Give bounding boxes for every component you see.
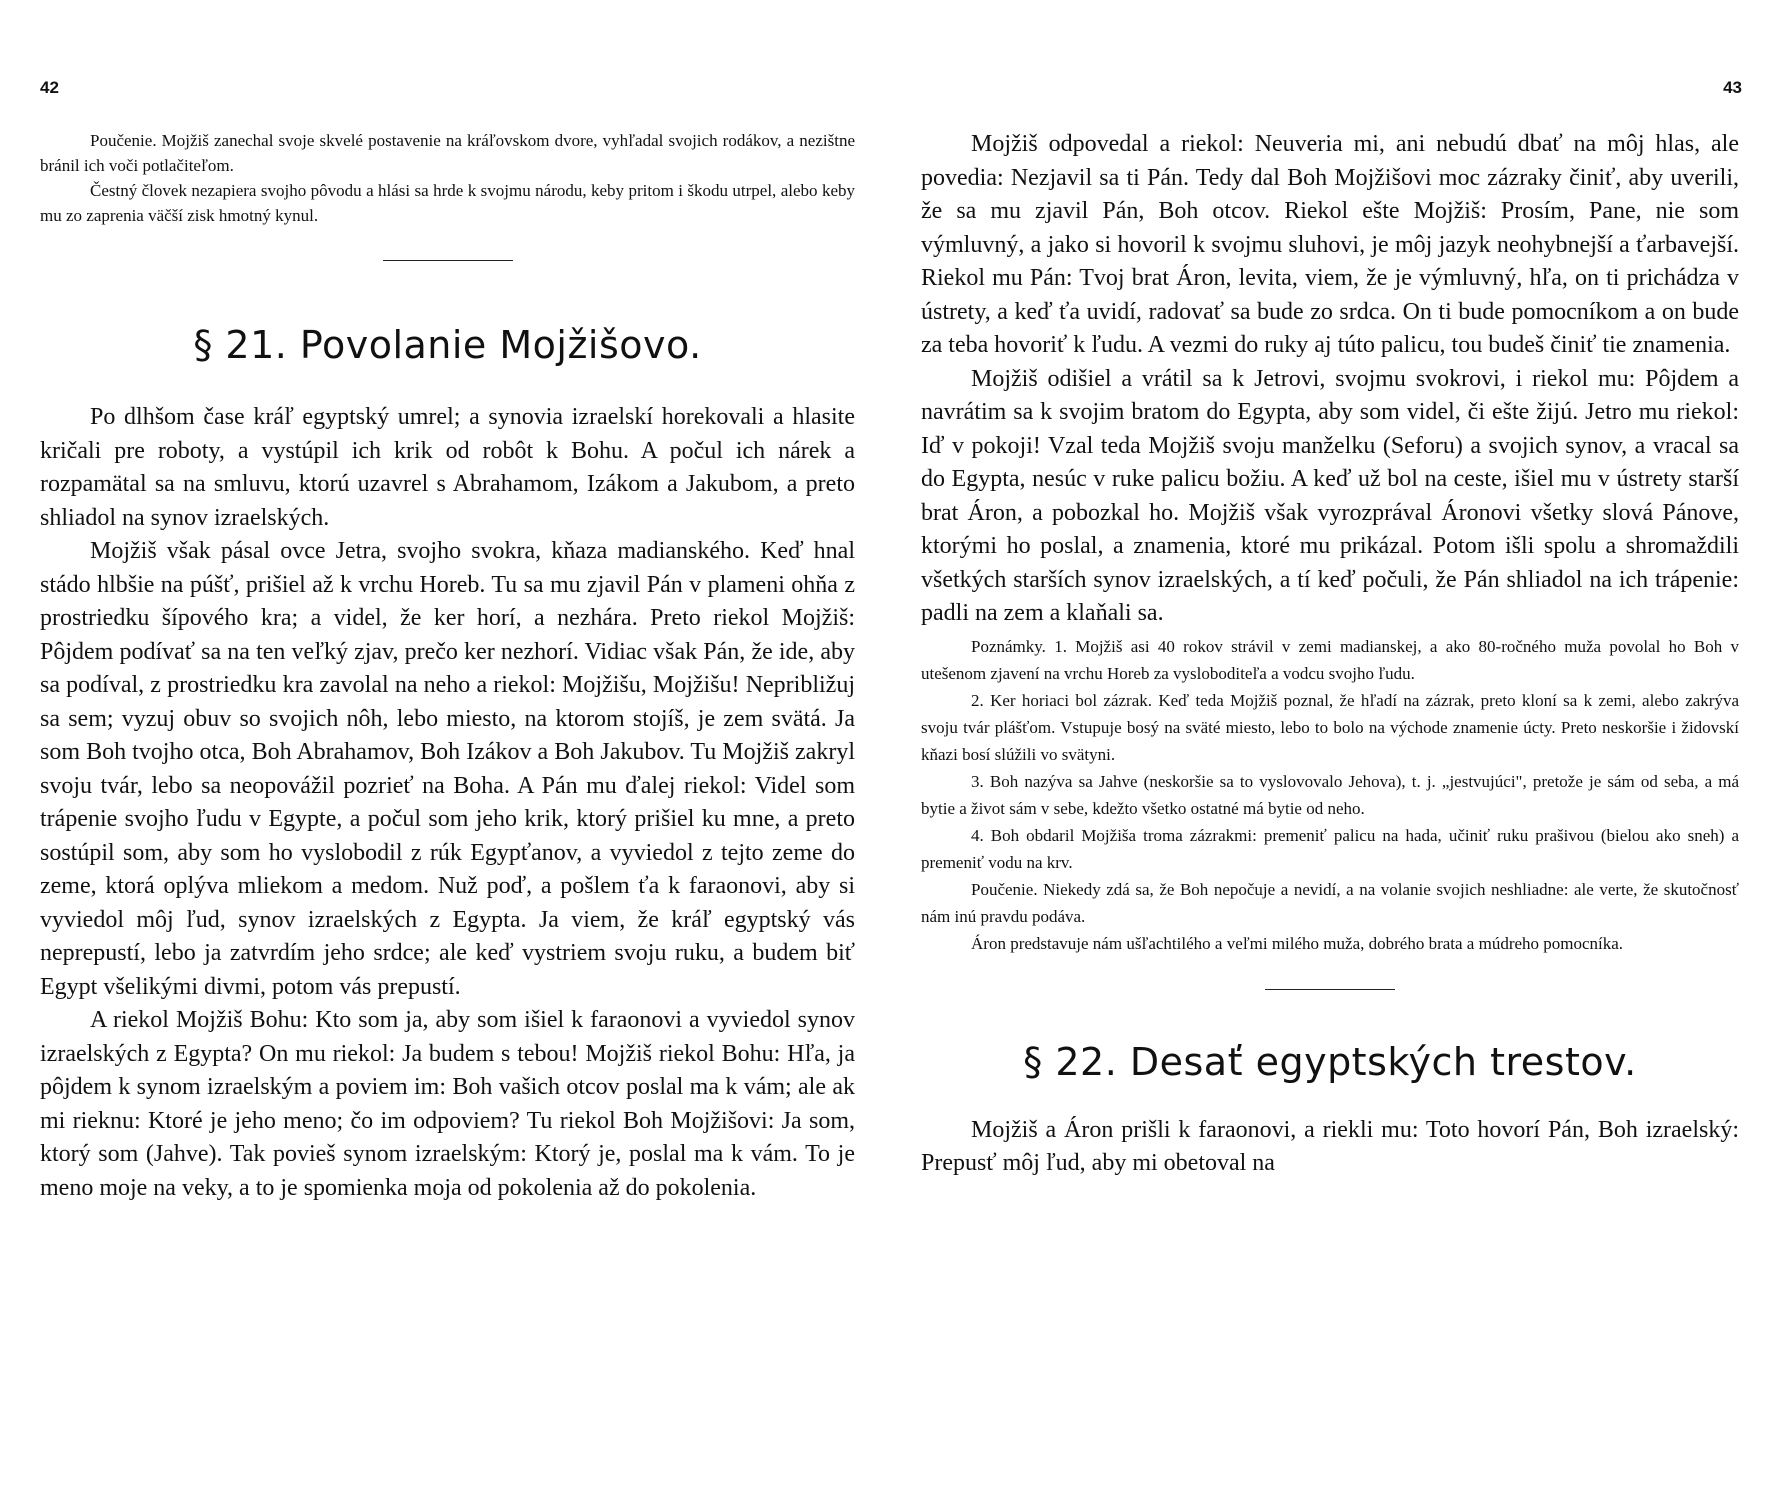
- section-title: § 22. Desať egyptských trestov.: [1023, 1039, 1637, 1084]
- paragraph: Mojžiš a Áron prišli k faraonovi, a riekli mu: Toto hovorí Pán, Boh izraelský: Prepusť môj ľud, aby mi obetoval na: [921, 1116, 1739, 1176]
- paragraph: A riekol Mojžiš Bohu: Kto som ja, aby som išiel k faraonovi a vyviedol synov izraelských z Egypta? On mu riekol: Ja budem s tebou! Mojžiš riekol Bohu: Hľa, ja pôjdem k synom izraelským a poviem im: Boh vašich otcov poslal ma k vám; ale ak mi rieknu: Ktoré je jeho meno; čo im odpoviem? Tu riekol Boh Mojžišovi: Ja som, ktorý som (Jahve). Tak povieš synom izraelským: Ktorý je, poslal ma k vám. To je meno moje na veky, a to je spomienka moja od pokolenia až do pokolenia.: [40, 1007, 855, 1201]
- body-text: [921, 1114, 1739, 1181]
- page-number: 42: [40, 78, 59, 97]
- paragraph: Mojžiš však pásal ovce Jetra, svojho svokra, kňaza madianského. Keď hnal stádo hlbšie na púšť, prišiel až k vrchu Horeb. Tu sa mu zjavil Pán v plameni ohňa z prostriedku šípového kra; a videl, že ker horí, a nezhára. Preto riekol Mojžiš: Pôjdem podívať sa na ten veľký zjav, prečo ker nezhorí. Vidiac však Pán, že ide, aby sa podíval, z prostriedku kra zavolal na neho a riekol: Mojžišu, Mojžišu! Nepribližuj sa sem; vyzuj obuv so svojich nôh, lebo miesto, na ktorom stojíš, je zem svätá. Ja som Boh tvojho otca, Boh Abrahamov, Boh Izákov a Boh Jakubov. Tu Mojžiš zakryl svoju tvár, lebo sa neopovážil pozrieť na Boha. A Pán mu ďalej riekol: Videl som trápenie svojho ľudu v Egypte, a počul som jeho krik, ktorý prišiel ku mne, a preto sostúpil som, aby som ho vyslobodil z rúk Egypťanov, a vyviedol z tejto zeme do zeme, ktorá oplýva mliekom a medom. Nuž poď, a pošlem ťa k faraonovi, aby si vyviedol môj ľud, synov izraelských z Egypta. Ja viem, že kráľ egyptský vás neprepustí, lebo ja zatvrdím jeho srdce; ale keď vystriem svoju ruku, a budem biť Egypt všelikými divmi, potom vás prepustí.: [40, 538, 855, 1000]
- paragraph: Po dlhšom čase kráľ egyptský umrel; a synovia izraelskí horekovali a hlasite kričali pre roboty, a vystúpil ich krik od robôt k Bohu. A počul ich nárek a rozpamätal sa na smluvu, ktorú uzavrel s Abrahamom, Izákom a Jakubom, a preto shliadol na synov izraelských.: [40, 404, 855, 531]
- page-number: 43: [1723, 78, 1742, 97]
- instruction-block: [40, 128, 855, 228]
- note: Poučenie. Niekedy zdá sa, že Boh nepočuje a nevidí, a na volanie svojich neshliadne: ale verte, že skutočnosť nám inú pravdu podáva.: [921, 879, 1739, 926]
- section-title: § 21. Povolanie Mojžišovo.: [193, 323, 702, 367]
- body-text: [921, 128, 1739, 631]
- right-page: [889, 0, 1778, 1500]
- instruction-paragraph: Čestný človek nezapiera svojho pôvodu a hlási sa hrde k svojmu národu, keby pritom i škodu utrpel, alebo keby mu zo zaprenia väčší zisk hmotný kynul.: [40, 181, 855, 225]
- body-text: [40, 401, 855, 1205]
- divider: [1265, 989, 1395, 990]
- paragraph: Mojžiš odišiel a vrátil sa k Jetrovi, svojmu svokrovi, i riekol mu: Pôjdem a navrátim sa k svojim bratom do Egypta, aby som videl, či ešte žijú. Jetro mu riekol: Iď v pokoji! Vzal teda Mojžiš svoju manželku (Seforu) a svojich synov, a vracal sa do Egypta, nesúc v ruke palicu božiu. A keď už bol na ceste, išiel mu v ústrety starší brat Áron, a pobozkal ho. Mojžiš však vyrozprával Áronovi všetky slová Pánove, ktorými ho poslal, a znamenia, ktoré mu prikázal. Potom išli spolu a shromaždili všetkých starších synov izraelských, a tí keď počuli, že Pán shliadol na ich trápenie: padli na zem a klaňali sa.: [921, 365, 1739, 626]
- divider: [383, 260, 513, 261]
- instruction-paragraph: Poučenie. Mojžiš zanechal svoje skvelé postavenie na kráľovskom dvore, vyhľadal svojich rodákov, a nezištne bránil ich voči potlačiteľom.: [40, 131, 855, 175]
- left-column: [40, 128, 855, 1205]
- notes-block: [921, 633, 1739, 957]
- note: Áron predstavuje nám ušľachtilého a veľmi milého muža, dobrého brata a múdreho pomocníka.: [971, 933, 1624, 953]
- note: 2. Ker horiaci bol zázrak. Keď teda Mojžiš poznal, že hľadí na zázrak, preto kloní sa k zemi, alebo zakrýva svoju tvár plášťom. Vstupuje bosý na sväté miesto, lebo to bolo na východe znamenie úcty. Preto neskoršie i židovskí kňazi bosí slúžili vo svätyni.: [921, 690, 1739, 764]
- note: Poznámky. 1. Mojžiš asi 40 rokov strávil v zemi madianskej, a ako 80-ročného muža povolal ho Boh v utešenom zjavení na vrchu Horeb za vysloboditeľa a vodcu svojho ľudu.: [921, 636, 1739, 683]
- paragraph: Mojžiš odpovedal a riekol: Neuveria mi, ani nebudú dbať na môj hlas, ale povedia: Nezjavil sa ti Pán. Tedy dal Boh Mojžišovi moc zázraky činiť, aby uverili, že sa mu zjavil Pán, Boh otcov. Riekol ešte Mojžiš: Prosím, Pane, nie som výmluvný, a jako si hovoril k svojmu sluhovi, je môj jazyk neohybnejší a ťarbavejší. Riekol mu Pán: Tvoj brat Áron, levita, viem, že je výmluvný, hľa, on ti prichádza v ústrety, a keď ťa uvidí, radovať sa bude zo srdca. On ti bude pomocníkom a on bude za teba hovoriť k ľudu. A vezmi do ruky aj túto palicu, tou budeš činiť tie znamenia.: [921, 131, 1739, 358]
- note: 3. Boh nazýva sa Jahve (neskoršie sa to vyslovovalo Jehova), t. j. „jestvujúci", pretože je sám od seba, a má bytie a život sám v sebe, kdežto všetko ostatné má bytie od neho.: [921, 771, 1739, 818]
- note: 4. Boh obdaril Mojžiša troma zázrakmi: premeniť palicu na hada, učiniť ruku prašivou (bielou ako sneh) a premeniť vodu na krv.: [921, 825, 1739, 872]
- right-column: [921, 128, 1739, 1181]
